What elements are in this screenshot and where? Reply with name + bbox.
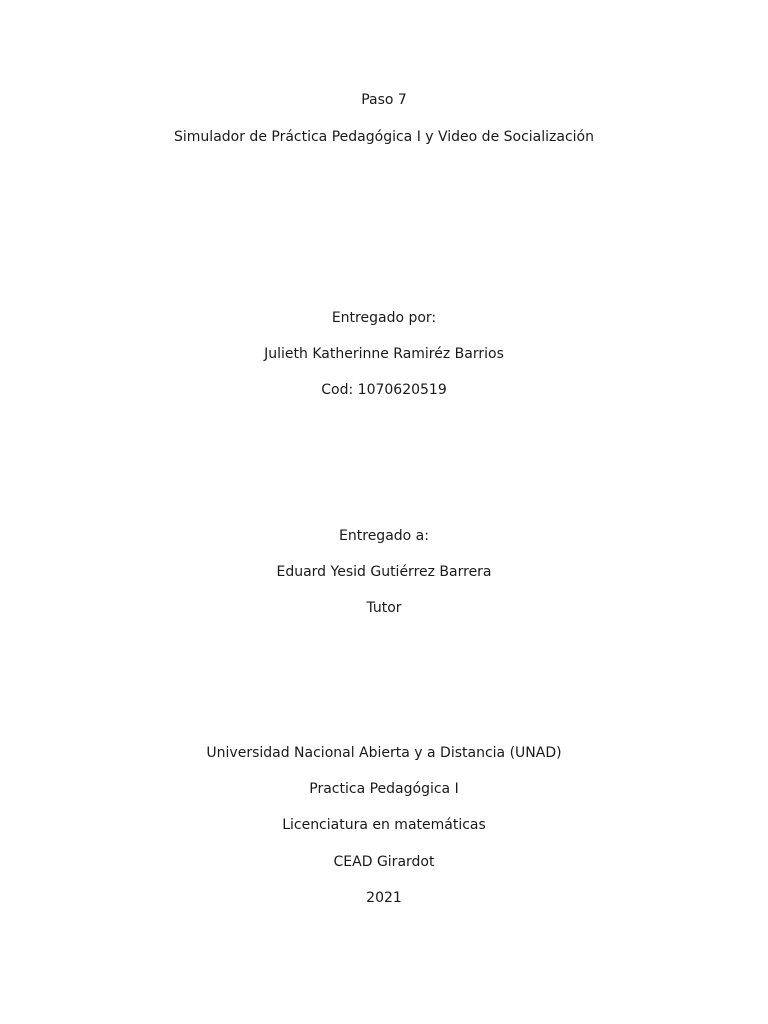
university-name: Universidad Nacional Abierta y a Distancia (UNAD) (206, 745, 562, 761)
program-name: Licenciatura en matemáticas (282, 817, 486, 833)
year: 2021 (366, 890, 402, 906)
student-code: Cod: 1070620519 (321, 382, 447, 398)
tutor-role: Tutor (366, 600, 402, 616)
submitted-to-label: Entregado a: (339, 528, 429, 544)
course-name: Practica Pedagógica I (309, 781, 459, 797)
document-title: Simulador de Práctica Pedagógica I y Video de Socialización (174, 129, 594, 145)
center-name: CEAD Girardot (333, 854, 435, 870)
tutor-name: Eduard Yesid Gutiérrez Barrera (276, 564, 492, 580)
student-name: Julieth Katherinne Ramiréz Barrios (264, 346, 504, 362)
step-label: Paso 7 (361, 92, 407, 108)
submitted-by-label: Entregado por: (331, 310, 437, 326)
